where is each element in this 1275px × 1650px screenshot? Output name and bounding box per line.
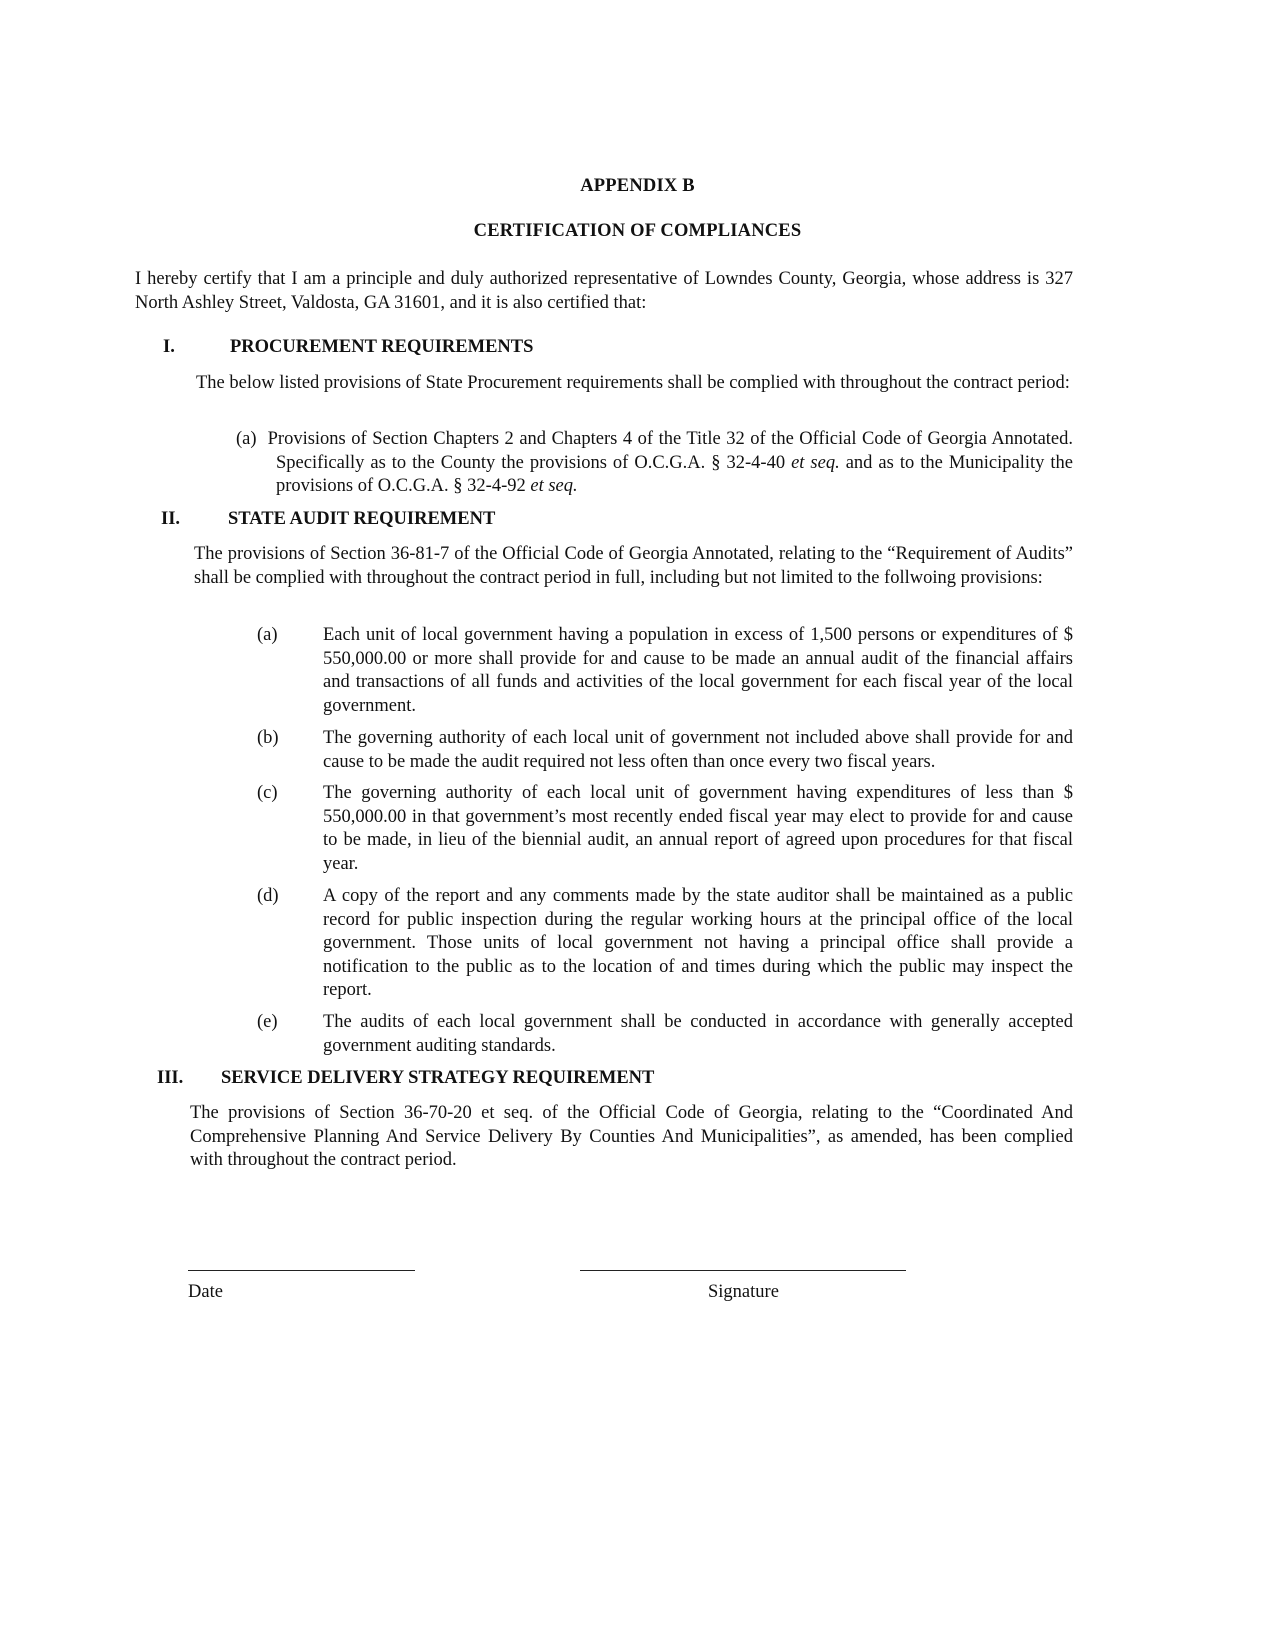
- item-text: A copy of the report and any comments made by the state auditor shall be maintained as a public record for public inspection during the regular working hours at the principal office of the local government. Those units of local government not having a principal office shall provide a notification to the public as to the location of and times during which the public may inspect the report.: [323, 886, 1073, 1000]
- section-number: III.: [157, 1068, 184, 1088]
- item-text: The governing authority of each local unit of government not included above shall provide for and cause to be made the audit required not less often than once every two fiscal years.: [323, 728, 1073, 772]
- item-label: (d): [257, 886, 279, 906]
- item-text-part-1: Provisions of Section Chapters 2 and Chapters 4 of the Title 32 of the Official Code of Georgia Annotated. Specifically as to the County the provisions of O.C.G.A. § 32-4-40: [267, 429, 1074, 473]
- date-label: Date: [188, 1282, 223, 1302]
- item-label: (a): [236, 429, 257, 449]
- section-heading-service-delivery: [157, 1068, 1057, 1092]
- item-italic-part-2: et seq.: [530, 476, 578, 496]
- section-body-text: The below listed provisions of State Procurement requirements shall be complied with throughout the contract period:: [196, 373, 1070, 393]
- section-body-text: The provisions of Section 36-70-20 et seq. of the Official Code of Georgia, relating to the “Coordinated And Comprehensive Planning And Service Delivery By Counties And Municipalities”, as amended, has been complied with throughout the contract period.: [190, 1103, 1073, 1170]
- section-number: I.: [163, 337, 175, 357]
- intro-paragraph: [135, 268, 1073, 315]
- item-text: The governing authority of each local unit of government having expenditures of less than $ 550,000.00 in that government’s most recently ended fiscal year may elect to provide for and cause to be made, in lieu of the biennial audit, an annual report of agreed upon procedures for that fiscal year.: [323, 783, 1073, 874]
- section-body-procurement: [196, 372, 1073, 396]
- item-text: Each unit of local government having a population in excess of 1,500 persons or expenditures of $ 550,000.00 or more shall provide for and cause to be made an annual audit of the financial affairs and transactions of all funds and activities of the local government for each fiscal year of the local government.: [323, 625, 1073, 716]
- item-text-part-2: and as to the Municipality the provisions of O.C.G.A. § 32-4-92: [276, 452, 1073, 496]
- signature-label: Signature: [708, 1282, 779, 1302]
- section-body-audit: [194, 543, 1073, 590]
- item-label: (e): [257, 1012, 278, 1032]
- section-title: STATE AUDIT REQUIREMENT: [228, 509, 496, 529]
- section-heading-audit: [161, 509, 1061, 533]
- section-title: SERVICE DELIVERY STRATEGY REQUIREMENT: [221, 1068, 655, 1088]
- section-number: II.: [161, 509, 181, 529]
- section-heading-procurement: [163, 337, 1063, 361]
- section-body-text: The provisions of Section 36-81-7 of the Official Code of Georgia Annotated, relating to the “Requirement of Audits” shall be complied with throughout the contract period in full, including but not limited to the follwoing provisions:: [194, 544, 1073, 588]
- date-line: [188, 1270, 415, 1271]
- section-title: PROCUREMENT REQUIREMENTS: [230, 337, 534, 357]
- item-label: (b): [257, 728, 279, 748]
- item-text: The audits of each local government shall be conducted in accordance with generally accepted government auditing standards.: [323, 1012, 1073, 1056]
- item-italic-part-1: et seq.: [791, 452, 840, 473]
- item-label: (c): [257, 783, 278, 803]
- section-body-service-delivery: [190, 1102, 1073, 1173]
- appendix-title: APPENDIX B: [580, 176, 695, 196]
- signature-line: [580, 1270, 906, 1271]
- certification-title: CERTIFICATION OF COMPLIANCES: [473, 221, 802, 241]
- procurement-item-a: [236, 428, 1074, 499]
- intro-text: I hereby certify that I am a principle and duly authorized representative of Lowndes County, Georgia, whose address is 327 North Ashley Street, Valdosta, GA 31601, and it is also certified that:: [135, 269, 1073, 313]
- item-label: (a): [257, 625, 278, 645]
